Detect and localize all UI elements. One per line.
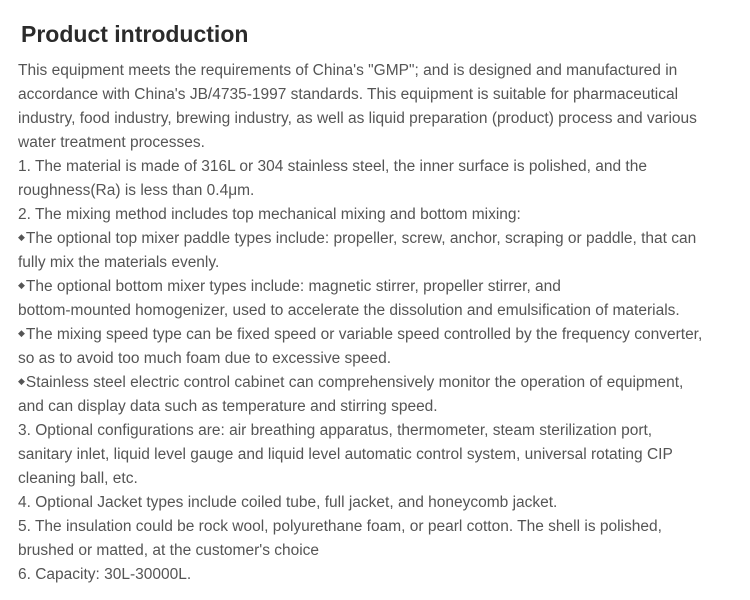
- description-line: [18, 347, 734, 371]
- description-text: roughness(Ra) is less than 0.4μm.: [18, 182, 255, 199]
- description-line: [18, 563, 734, 587]
- description-text: fully mix the materials evenly.: [18, 254, 220, 271]
- description-line: [18, 155, 734, 179]
- description-text: 3. Optional configurations are: air breathing apparatus, thermometer, steam sterilization port,: [18, 422, 653, 439]
- product-description: [18, 59, 734, 587]
- description-line: [18, 275, 734, 299]
- description-line: [18, 131, 734, 155]
- section-title: Product introduction: [21, 21, 249, 47]
- description-line: [18, 395, 734, 419]
- description-text: bottom-mounted homogenizer, used to accelerate the dissolution and emulsification of materials.: [18, 302, 680, 319]
- description-text: 2. The mixing method includes top mechanical mixing and bottom mixing:: [18, 206, 521, 223]
- description-line: [18, 467, 734, 491]
- description-line: [18, 515, 734, 539]
- description-line: [18, 491, 734, 515]
- description-line: [18, 251, 734, 275]
- description-text: This equipment meets the requirements of China's "GMP"; and is designed and manufactured in: [18, 62, 678, 79]
- diamond-bullet-icon: ◆: [18, 232, 25, 242]
- description-text: water treatment processes.: [18, 134, 205, 151]
- description-text: 6. Capacity: 30L-30000L.: [18, 566, 192, 583]
- description-line: [18, 203, 734, 227]
- description-line: [18, 443, 734, 467]
- description-text: 5. The insulation could be rock wool, polyurethane foam, or pearl cotton. The shell is polished,: [18, 518, 662, 535]
- description-line: [18, 371, 734, 395]
- description-text: cleaning ball, etc.: [18, 470, 138, 487]
- diamond-bullet-icon: ◆: [18, 376, 25, 386]
- description-text: 4. Optional Jacket types include coiled tube, full jacket, and honeycomb jacket.: [18, 494, 558, 511]
- description-line: [18, 179, 734, 203]
- description-text: so as to avoid too much foam due to excessive speed.: [18, 350, 392, 367]
- diamond-bullet-icon: ◆: [18, 280, 25, 290]
- description-line: [18, 227, 734, 251]
- description-line: [18, 323, 734, 347]
- description-text: brushed or matted, at the customer's choice: [18, 542, 320, 559]
- description-line: [18, 107, 734, 131]
- description-text: The optional bottom mixer types include: magnetic stirrer, propeller stirrer, and: [25, 278, 561, 295]
- description-text: 1. The material is made of 316L or 304 stainless steel, the inner surface is polished, and the: [18, 158, 647, 175]
- description-line: [18, 59, 734, 83]
- description-line: [18, 299, 734, 323]
- description-line: [18, 419, 734, 443]
- description-text: industry, food industry, brewing industry, as well as liquid preparation (product) process and various: [18, 110, 697, 127]
- description-text: sanitary inlet, liquid level gauge and liquid level automatic control system, universal rotating CIP: [18, 446, 673, 463]
- description-text: and can display data such as temperature and stirring speed.: [18, 398, 438, 415]
- diamond-bullet-icon: ◆: [18, 328, 25, 338]
- description-line: [18, 83, 734, 107]
- description-text: Stainless steel electric control cabinet can comprehensively monitor the operation of equipment,: [25, 374, 684, 391]
- description-text: accordance with China's JB/4735-1997 standards. This equipment is suitable for pharmaceutical: [18, 86, 679, 103]
- description-text: The optional top mixer paddle types include: propeller, screw, anchor, scraping or paddle, that can: [25, 230, 697, 247]
- description-line: [18, 539, 734, 563]
- description-text: The mixing speed type can be fixed speed or variable speed controlled by the frequency converter,: [25, 326, 703, 343]
